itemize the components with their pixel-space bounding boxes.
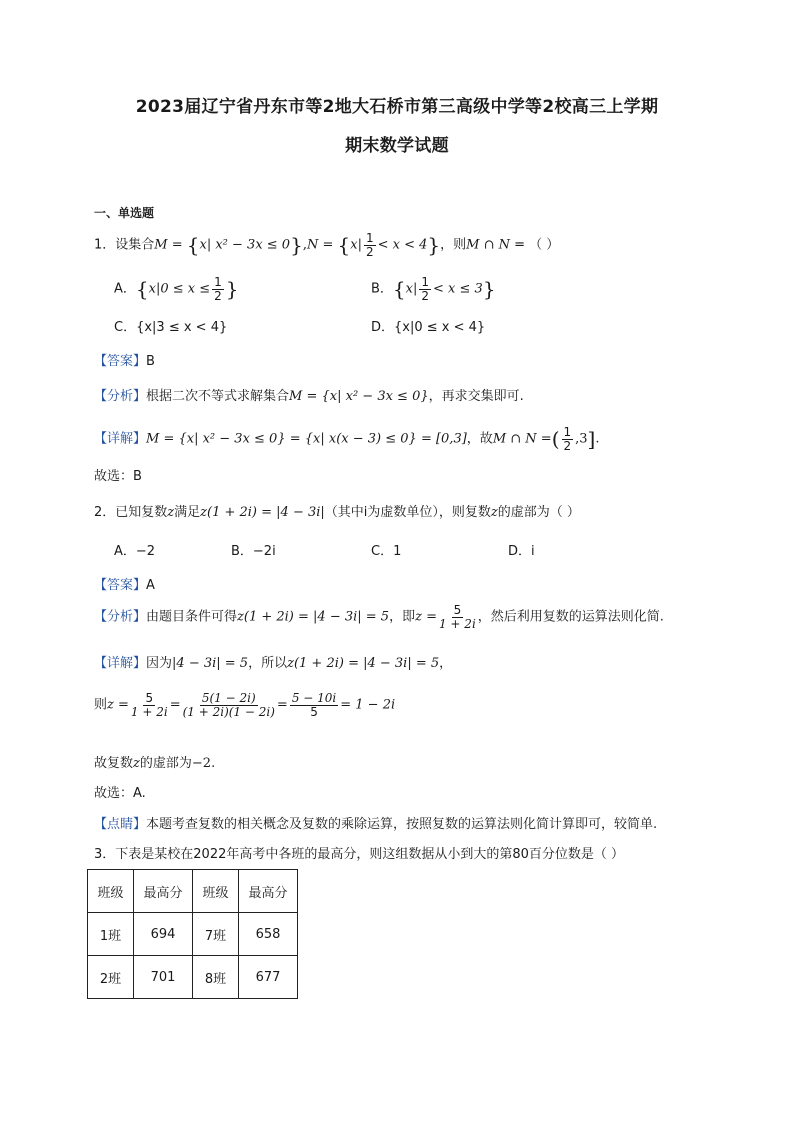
analysis-text: ，即 [389, 609, 416, 625]
option-expr: x| [405, 281, 418, 297]
table-cell: 701 [134, 956, 193, 999]
table-header: 班级 [88, 870, 134, 913]
brace-left: { [186, 233, 200, 258]
answer-tag: 【答案】 [94, 354, 147, 369]
page-title-line1: 2023届辽宁省丹东市等2地大石桥市第三高级中学等2校高三上学期 [135, 97, 659, 117]
q2-option-a[interactable]: A．−2 [114, 544, 156, 559]
analysis-expr: M = {x| x² − 3x ≤ 0} [289, 389, 429, 404]
analysis-text: ，再求交集即可. [428, 389, 524, 404]
comment-text: 本题考查复数的相关概念及复数的乘除运算，按照复数的运算法则化简计算即可，较简单. [146, 817, 658, 832]
q2-var: z [133, 756, 140, 771]
brace-right: } [482, 277, 496, 302]
section-heading: 一、单选题 [94, 206, 155, 220]
paren-left: ( [551, 427, 560, 452]
option-label: B． [371, 281, 393, 297]
table-row [88, 956, 298, 999]
q1-option-b[interactable] [371, 276, 496, 302]
answer-value: B [146, 354, 155, 369]
q2-conclusion [94, 752, 215, 771]
detail-expr: |4 − 3i| = 5 [172, 656, 249, 671]
q1-option-c[interactable]: C．{x|3 ≤ x < 4} [114, 320, 228, 335]
calc-text: 则 [94, 697, 108, 713]
detail-text: 因为 [146, 656, 173, 671]
calc-eq: = [276, 697, 288, 713]
fraction: $\frac{5(1 - 2i)}{(1 + 2i)(1 - 2i)}$ [182, 691, 275, 719]
q1-setN-pre: x| [350, 237, 362, 253]
q1-analysis [94, 385, 524, 404]
q1-N: N [306, 237, 319, 253]
q1-setN-post: < x < 4 [377, 237, 428, 253]
q2-text: 2．已知复数 [94, 505, 168, 520]
fraction: $\frac{5}{1 + 2i}$ [130, 691, 168, 719]
detail-text: ， [439, 656, 453, 671]
q1-detail: 【详解】M = {x| x² − 3x ≤ 0} = {x| x(x − 3) ≤ 0} = [0,3]，故M ∩ N =( $\frac{1}{2}$ ,3]. [94, 425, 600, 453]
option-label: A． [114, 281, 136, 297]
table-header-row [88, 870, 298, 913]
conclusion-text: 故复数 [94, 756, 134, 771]
detail-tag: 【详解】 [94, 431, 147, 447]
q2-option-b[interactable]: B．−2i [231, 544, 276, 559]
detail-expr: M ∩ N = [492, 431, 552, 447]
q1-M: M [154, 237, 168, 253]
q1-tail-expr: M ∩ N [466, 237, 510, 253]
q2-calculation [94, 692, 395, 718]
fraction: $\frac{1}{2}$ [421, 275, 430, 303]
q2-text: 的虚部为（ ） [497, 505, 580, 520]
conclusion-text: . [211, 756, 216, 771]
q1-lead: 1．设集合 [94, 237, 155, 253]
answer-tag: 【答案】 [94, 578, 147, 593]
table-cell: 2班 [88, 956, 134, 999]
answer-value: A [146, 578, 155, 593]
table-cell: 8班 [193, 956, 239, 999]
brace-left: { [337, 233, 351, 258]
q1-option-d[interactable]: D．{x|0 ≤ x < 4} [371, 320, 486, 335]
q1-set-M: x| x² − 3x ≤ 0 [199, 237, 291, 253]
calc-eq: = [169, 697, 181, 713]
fraction: $\frac{5 - 10i}{5}$ [291, 691, 337, 719]
table-cell: 1班 [88, 913, 134, 956]
conclusion-value: −2 [191, 756, 212, 771]
fraction: $\frac{1}{2}$ [365, 231, 374, 259]
q1-stem [94, 232, 559, 258]
brace-right: } [225, 277, 239, 302]
q1-option-a[interactable] [114, 276, 239, 302]
table-header: 最高分 [134, 870, 193, 913]
fraction: $\frac{5}{1 + 2i}$ [438, 603, 476, 631]
detail-text: ，故 [466, 431, 493, 447]
scores-table [87, 869, 298, 999]
q2-comment [94, 813, 657, 832]
q1-tail-post: = （ ） [509, 237, 560, 253]
table-row [88, 913, 298, 956]
comment-tag: 【点睛】 [94, 817, 147, 832]
q2-var: z [167, 505, 175, 520]
analysis-text: ，然后利用复数的运算法则化简. [477, 609, 664, 625]
table-cell: 658 [239, 913, 298, 956]
q2-detail [94, 652, 452, 671]
q2-option-c[interactable]: C．1 [371, 544, 402, 559]
analysis-tag: 【分析】 [94, 609, 147, 625]
analysis-text: 由题目条件可得 [146, 609, 238, 625]
brace-left: { [392, 277, 406, 302]
q2-text: （其中i为虚数单位），则复数 [324, 505, 491, 520]
detail-tag: 【详解】 [94, 656, 147, 671]
bracket-right: ] [587, 427, 596, 452]
q2-stem [94, 501, 580, 520]
analysis-tag: 【分析】 [94, 389, 147, 404]
q1-eq: = [167, 237, 187, 253]
q2-option-d[interactable]: D．i [508, 544, 535, 559]
q1-eq2: = [318, 237, 338, 253]
detail-text: ，所以 [248, 656, 288, 671]
table-cell: 694 [134, 913, 193, 956]
q1-sep: , [302, 237, 307, 253]
option-expr: x|0 ≤ x ≤ [148, 281, 211, 297]
q1-choose: 故选：B [94, 469, 142, 484]
analysis-expr: z(1 + 2i) = |4 − 3i| = 5 [237, 609, 390, 625]
detail-expr: ,3 [575, 431, 588, 447]
q2-analysis [94, 604, 664, 630]
brace-right: } [290, 233, 303, 258]
table-cell: 7班 [193, 913, 239, 956]
q3-stem: 3．下表是某校在2022年高考中各班的最高分，则这组数据从小到大的第80百分位数是（ ） [94, 847, 625, 862]
conclusion-text: 的虚部为 [139, 756, 192, 771]
calc-expr: z = [107, 697, 129, 713]
fraction: $\frac{1}{2}$ [214, 275, 222, 303]
table-header: 班级 [193, 870, 239, 913]
q2-expr: z(1 + 2i) = |4 − 3i| [200, 505, 325, 520]
q2-choose: 故选：A. [94, 786, 146, 801]
detail-expr: M = {x| x² − 3x ≤ 0} = {x| x(x − 3) ≤ 0} = [0,3] [146, 431, 467, 447]
analysis-text: 根据二次不等式求解集合 [146, 389, 290, 404]
q2-text: 满足 [174, 505, 201, 520]
page-title-line2: 期末数学试题 [345, 136, 449, 156]
brace-left: { [135, 277, 149, 302]
fraction: $\frac{1}{2}$ [563, 425, 572, 453]
table-cell: 677 [239, 956, 298, 999]
table-header: 最高分 [239, 870, 298, 913]
q1-tail-pre: ，则 [440, 237, 467, 253]
detail-expr: z(1 + 2i) = |4 − 3i| = 5 [287, 656, 440, 671]
analysis-expr: z = [415, 609, 437, 625]
brace-right: } [427, 233, 441, 258]
calc-result: = 1 − 2i [340, 697, 396, 713]
q1-answer [94, 350, 155, 369]
q2-var: z [490, 505, 498, 520]
q2-answer [94, 574, 155, 593]
option-expr: < x ≤ 3 [433, 281, 483, 297]
